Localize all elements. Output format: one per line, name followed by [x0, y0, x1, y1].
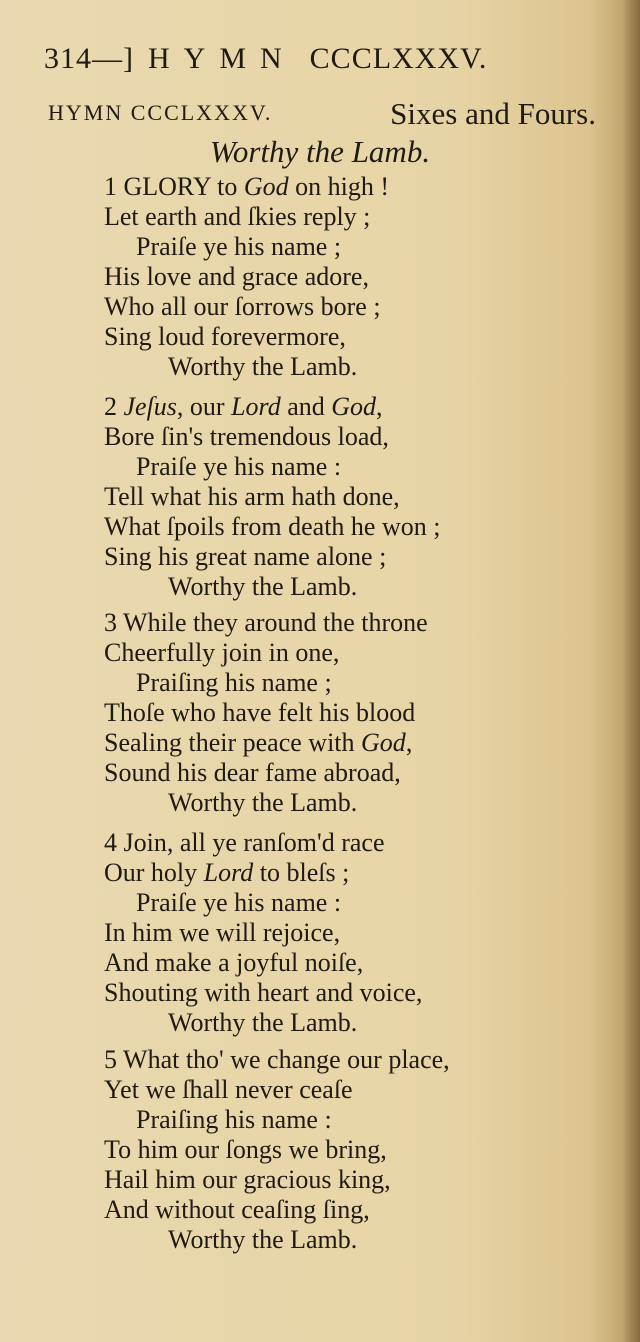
- line-text: 4 Join, all ye ranſom'd race: [104, 828, 385, 857]
- line-text: To him our ſongs we bring,: [104, 1135, 387, 1164]
- line-text: 5 What tho' we change our place,: [104, 1045, 450, 1074]
- line-text: to bleſs ;: [253, 858, 350, 887]
- line-text: Our holy: [104, 858, 204, 887]
- verse-line: [104, 232, 604, 262]
- stanza-4: [104, 828, 604, 1038]
- line-text: Worthy the Lamb.: [168, 572, 358, 601]
- page-edge-shadow: [622, 0, 640, 1342]
- line-text: Shouting with heart and voice,: [104, 978, 423, 1007]
- verse-line: [104, 1075, 604, 1105]
- page-number: 314—]: [44, 42, 134, 75]
- italic-word: God: [361, 728, 406, 757]
- line-text: Worthy the Lamb.: [168, 352, 358, 381]
- line-text: Thoſe who have felt his blood: [104, 698, 416, 727]
- line-text: Praiſe ye his name ;: [136, 232, 342, 261]
- line-text: 1 GLORY to: [104, 172, 244, 201]
- verse-line: [104, 638, 604, 668]
- verse-line: [104, 828, 604, 858]
- stanza-5: [104, 1045, 604, 1255]
- line-text: 3 While they around the throne: [104, 608, 428, 637]
- italic-word: Lord: [231, 392, 281, 421]
- line-text: , our: [176, 392, 232, 421]
- line-text: Worthy the Lamb.: [168, 1008, 358, 1037]
- line-text: His love and grace adore,: [104, 262, 369, 291]
- line-text: In him we will rejoice,: [104, 918, 341, 947]
- verse-line: [104, 1045, 604, 1075]
- hymn-subtitle: Worthy the Lamb.: [209, 134, 431, 169]
- line-text: Bore ſin's tremendous load,: [104, 422, 389, 451]
- verse-line: [104, 1165, 604, 1195]
- italic-word: God: [243, 172, 289, 201]
- verse-line: [104, 392, 604, 422]
- refrain-line: [104, 352, 604, 382]
- line-text: 2: [104, 392, 124, 421]
- hymn-subheader: [48, 96, 608, 131]
- line-text: Tell what his arm hath done,: [104, 482, 400, 511]
- stanza-3: [104, 608, 604, 818]
- italic-word: Lord: [203, 858, 254, 887]
- line-text: Praiſe ye his name :: [136, 452, 342, 481]
- line-text: Praiſe ye his name :: [136, 888, 342, 917]
- verse-line: [104, 1135, 604, 1165]
- line-text: Worthy the Lamb.: [168, 788, 358, 817]
- verse-line: [104, 758, 604, 788]
- refrain-line: [104, 572, 604, 602]
- line-text: Yet we ſhall never ceaſe: [104, 1075, 353, 1104]
- running-header: [44, 42, 604, 76]
- verse-line: [104, 512, 604, 542]
- verse-line: [104, 1105, 604, 1135]
- line-text: Praiſing his name ;: [136, 668, 332, 697]
- verse-line: [104, 888, 604, 918]
- header-hymn-number: CCCLXXXV.: [309, 42, 488, 75]
- line-text: And without ceaſing ſing,: [104, 1195, 370, 1224]
- line-text: on high !: [288, 172, 390, 201]
- line-text: And make a joyful noiſe,: [104, 948, 364, 977]
- verse-line: [104, 948, 604, 978]
- refrain-line: [104, 1225, 604, 1255]
- verse-line: [104, 978, 604, 1008]
- verse-line: [104, 202, 604, 232]
- hymn-label: HYMN CCCLXXXV.: [48, 100, 273, 125]
- verse-line: [104, 668, 604, 698]
- line-text: Sound his dear fame abroad,: [104, 758, 401, 787]
- verse-line: [104, 608, 604, 638]
- verse-line: [104, 728, 604, 758]
- verse-line: [104, 542, 604, 572]
- refrain-line: [104, 1008, 604, 1038]
- verse-line: [104, 292, 604, 322]
- line-text: Worthy the Lamb.: [168, 1225, 358, 1254]
- line-text: Who all our ſorrows bore ;: [104, 292, 381, 321]
- refrain-line: [104, 788, 604, 818]
- line-text: Praiſing his name :: [136, 1105, 332, 1134]
- verse-line: [104, 858, 604, 888]
- line-text: Sealing their peace with: [104, 728, 362, 757]
- stanza-1: [104, 172, 604, 382]
- hymn-meter: Sixes and Fours.: [390, 96, 596, 131]
- verse-line: [104, 422, 604, 452]
- header-hymn-word: HYMN: [148, 42, 296, 75]
- line-text: Cheerfully join in one,: [104, 638, 340, 667]
- stanza-2: [104, 392, 604, 602]
- italic-word: God: [331, 392, 377, 421]
- line-text: Sing loud forevermore,: [104, 322, 346, 351]
- verse-line: [104, 482, 604, 512]
- verse-line: [104, 262, 604, 292]
- line-text: What ſpoils from death he won ;: [104, 512, 441, 541]
- line-text: ,: [376, 392, 383, 421]
- verse-line: [104, 1195, 604, 1225]
- line-text: Let earth and ſkies reply ;: [104, 202, 371, 231]
- line-text: Hail him our gracious king,: [104, 1165, 391, 1194]
- verse-line: [104, 172, 604, 202]
- verse-line: [104, 322, 604, 352]
- italic-word: Jeſus: [123, 392, 177, 421]
- verse-line: [104, 698, 604, 728]
- line-text: ,: [405, 728, 413, 757]
- line-text: and: [280, 392, 332, 421]
- line-text: Sing his great name alone ;: [104, 542, 387, 571]
- verse-line: [104, 918, 604, 948]
- verse-line: [104, 452, 604, 482]
